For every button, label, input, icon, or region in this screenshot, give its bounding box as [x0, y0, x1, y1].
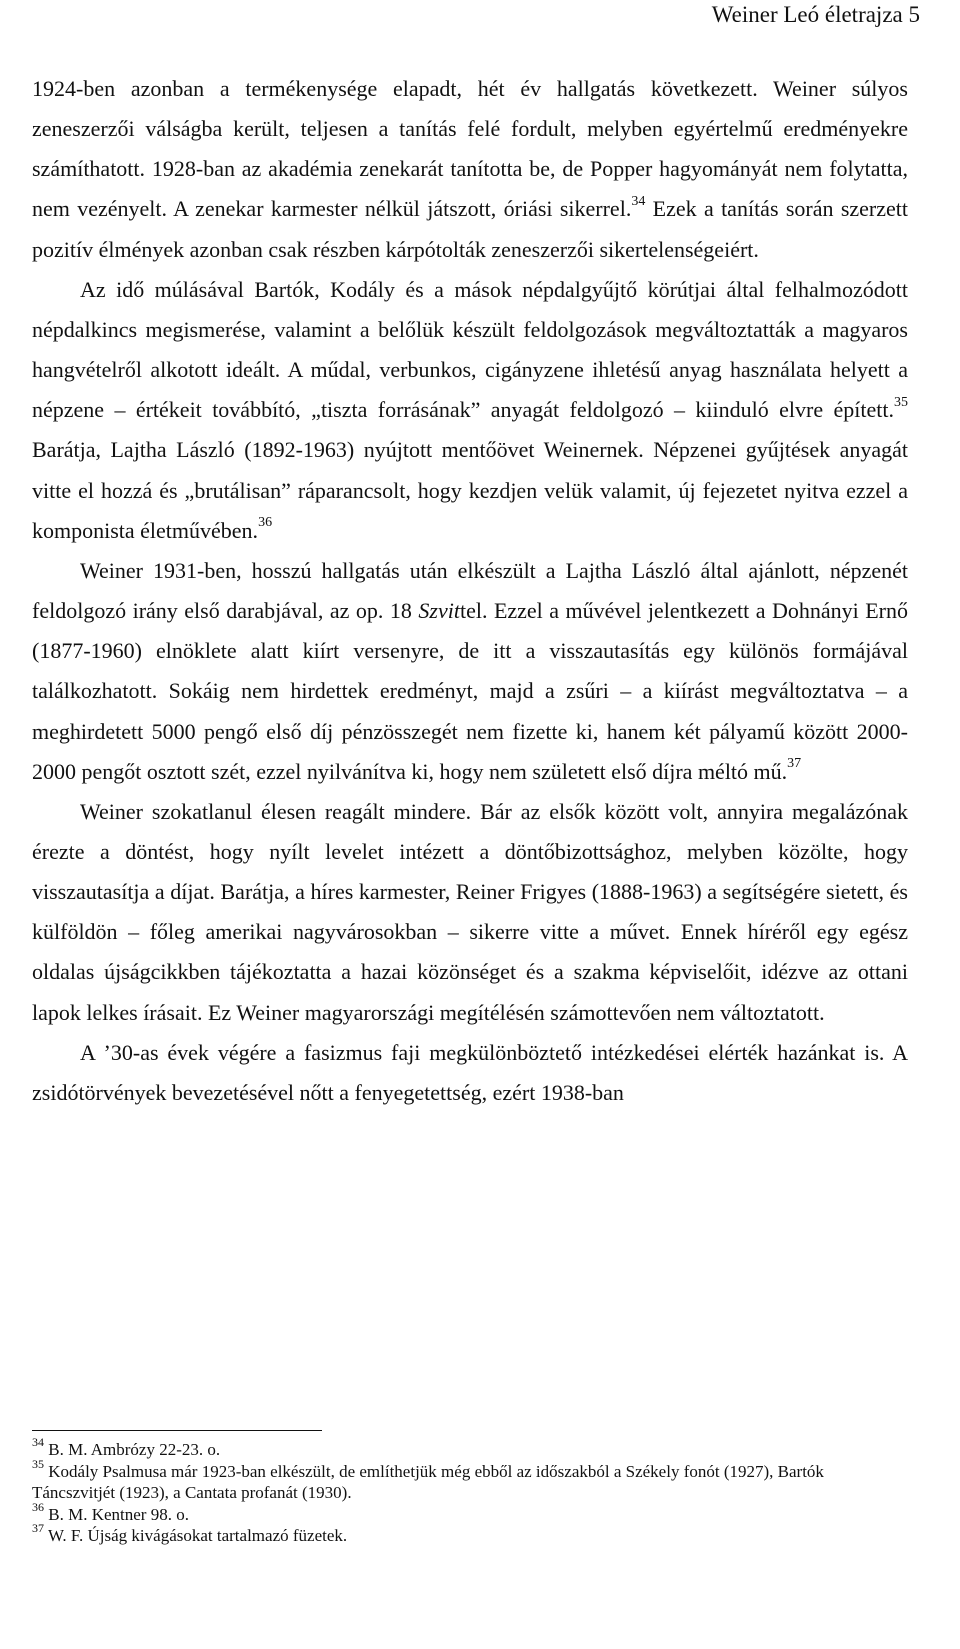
- footnote-number: 35: [32, 1456, 44, 1471]
- text-run: Weiner szokatlanul élesen reagált mindere. Bár az elsők között volt, annyira megalázónak érezte a döntést, hogy nyílt levelet intézett a döntőbizottsághoz, melyben közölte, hogy visszautasítja a díjat. Barátja, a híres karmester, Reiner Frigyes (1888-1963) a segítségére sietett, és külföldön – főleg amerikai nagyvárosokban – sikerre vitte a művet. Ennek híréről egy egész oldalas újságcikkben tájékoztatta a hazai közönséget és a szakma képviselőit, idézve az ottani lapok lelkes írásait. Ez Weiner magyarországi megítélésén számottevően nem változtatott.: [32, 798, 908, 1025]
- footnote-text: Kodály Psalmusa már 1923-ban elkészült, de említhetjük még ebből az időszakból a Székely fonót (1927), Bartók Táncszvitjét (1923), a Cantata profanát (1930).: [32, 1461, 824, 1502]
- paragraph: [32, 270, 908, 551]
- footnote: [32, 1521, 908, 1547]
- body-text: [32, 69, 908, 1113]
- footnote: [32, 1456, 908, 1504]
- footnote-text: W. F. Újság kivágásokat tartalmazó füzetek.: [44, 1526, 348, 1545]
- paragraph: [32, 551, 908, 792]
- footnotes: [32, 1435, 908, 1547]
- footnote: [32, 1499, 908, 1526]
- footnote-ref: 36: [258, 515, 273, 531]
- text-run: Ezek a tanítás során szerzett pozitív élmények azonban csak részben kárpótolták zeneszerzői sikertelenségeiért.: [32, 196, 909, 262]
- paragraph: [32, 1033, 908, 1113]
- footnote-number: 37: [32, 1521, 44, 1536]
- footnote-ref: 35: [894, 394, 908, 410]
- text-run: A ’30-as évek végére a fasizmus faji megkülönböztető intézkedései elérték hazánkat is. A zsidótörvények bevezetésével nőtt a fenyegetettség, ezért 1938-ban: [32, 1039, 908, 1105]
- paragraph: [32, 792, 908, 1033]
- text-run: Az idő múlásával Bartók, Kodály és a mások népdalgyűjtő körútjai által felhalmozódott népdalkincs megismerése, valamint a belőlük készült feldolgozások megváltoztatták a magyaros hangvételről alkotott ideált. A műdal, verbunkos, cigányzene ihletésű anyag használata helyett a népzene – értékeit továbbító, „tiszta forrásának” anyagát feldolgozó – kiinduló elvre épített.: [32, 276, 908, 423]
- footnote-text: B. M. Kentner 98. o.: [44, 1504, 189, 1524]
- footnote-number: 34: [32, 1435, 44, 1450]
- text-run: Weiner 1931-ben, hosszú hallgatás után elkészült a Lajtha László által ajánlott, népzenét feldolgozó irány első darabjával, az op. 18: [32, 557, 908, 624]
- italic-title: Szvit: [418, 598, 460, 624]
- footnote-ref: 37: [787, 756, 802, 772]
- text-run: Barátja, Lajtha László (1892-1963) nyújtott mentőövet Weinernek. Népzenei gyűjtések anyagát vitte el hozzá és „brutálisan” ráparancsolt, hogy kezdjen velük valamit, új fejezetet nyitva ezzel a komponista életművében.: [32, 437, 908, 543]
- footnote-ref: 34: [631, 194, 646, 210]
- footnote-number: 36: [32, 1499, 44, 1514]
- text-run: tel. Ezzel a művével jelentkezett a Dohnányi Ernő (1877-1960) elnöklete alatt kiírt versenyre, de itt a visszautasítás egy különös formájával találkozhatott. Sokáig nem hirdettek eredményt, majd a zsűri – a kiírást megváltoztatva – a meghirdetett 5000 pengő első díj pénzösszegét nem fizette ki, hanem két pályamű között 2000-2000 pengőt osztott szét, ezzel nyilvánítva ki, hogy nem született első díjra méltó mű.: [32, 598, 909, 784]
- footnote-text: B. M. Ambrózy 22-23. o.: [44, 1440, 221, 1459]
- running-header: Weiner Leó életrajza 5: [711, 2, 920, 27]
- paragraph: [32, 69, 908, 270]
- text-run: 1924-ben azonban a termékenysége elapadt, hét év hallgatás következett. Weiner súlyos zeneszerzői válságba került, teljesen a tanítás felé fordult, melyben egyértelmű eredményekre számíthatott. 1928-ban az akadémia zenekarát tanította be, de Popper hagyományát nem folytatta, nem vezényelt. A zenekar karmester nélkül játszott, óriási sikerrel.: [32, 76, 908, 222]
- footnote-separator: [32, 1430, 322, 1431]
- footnote: [32, 1435, 908, 1461]
